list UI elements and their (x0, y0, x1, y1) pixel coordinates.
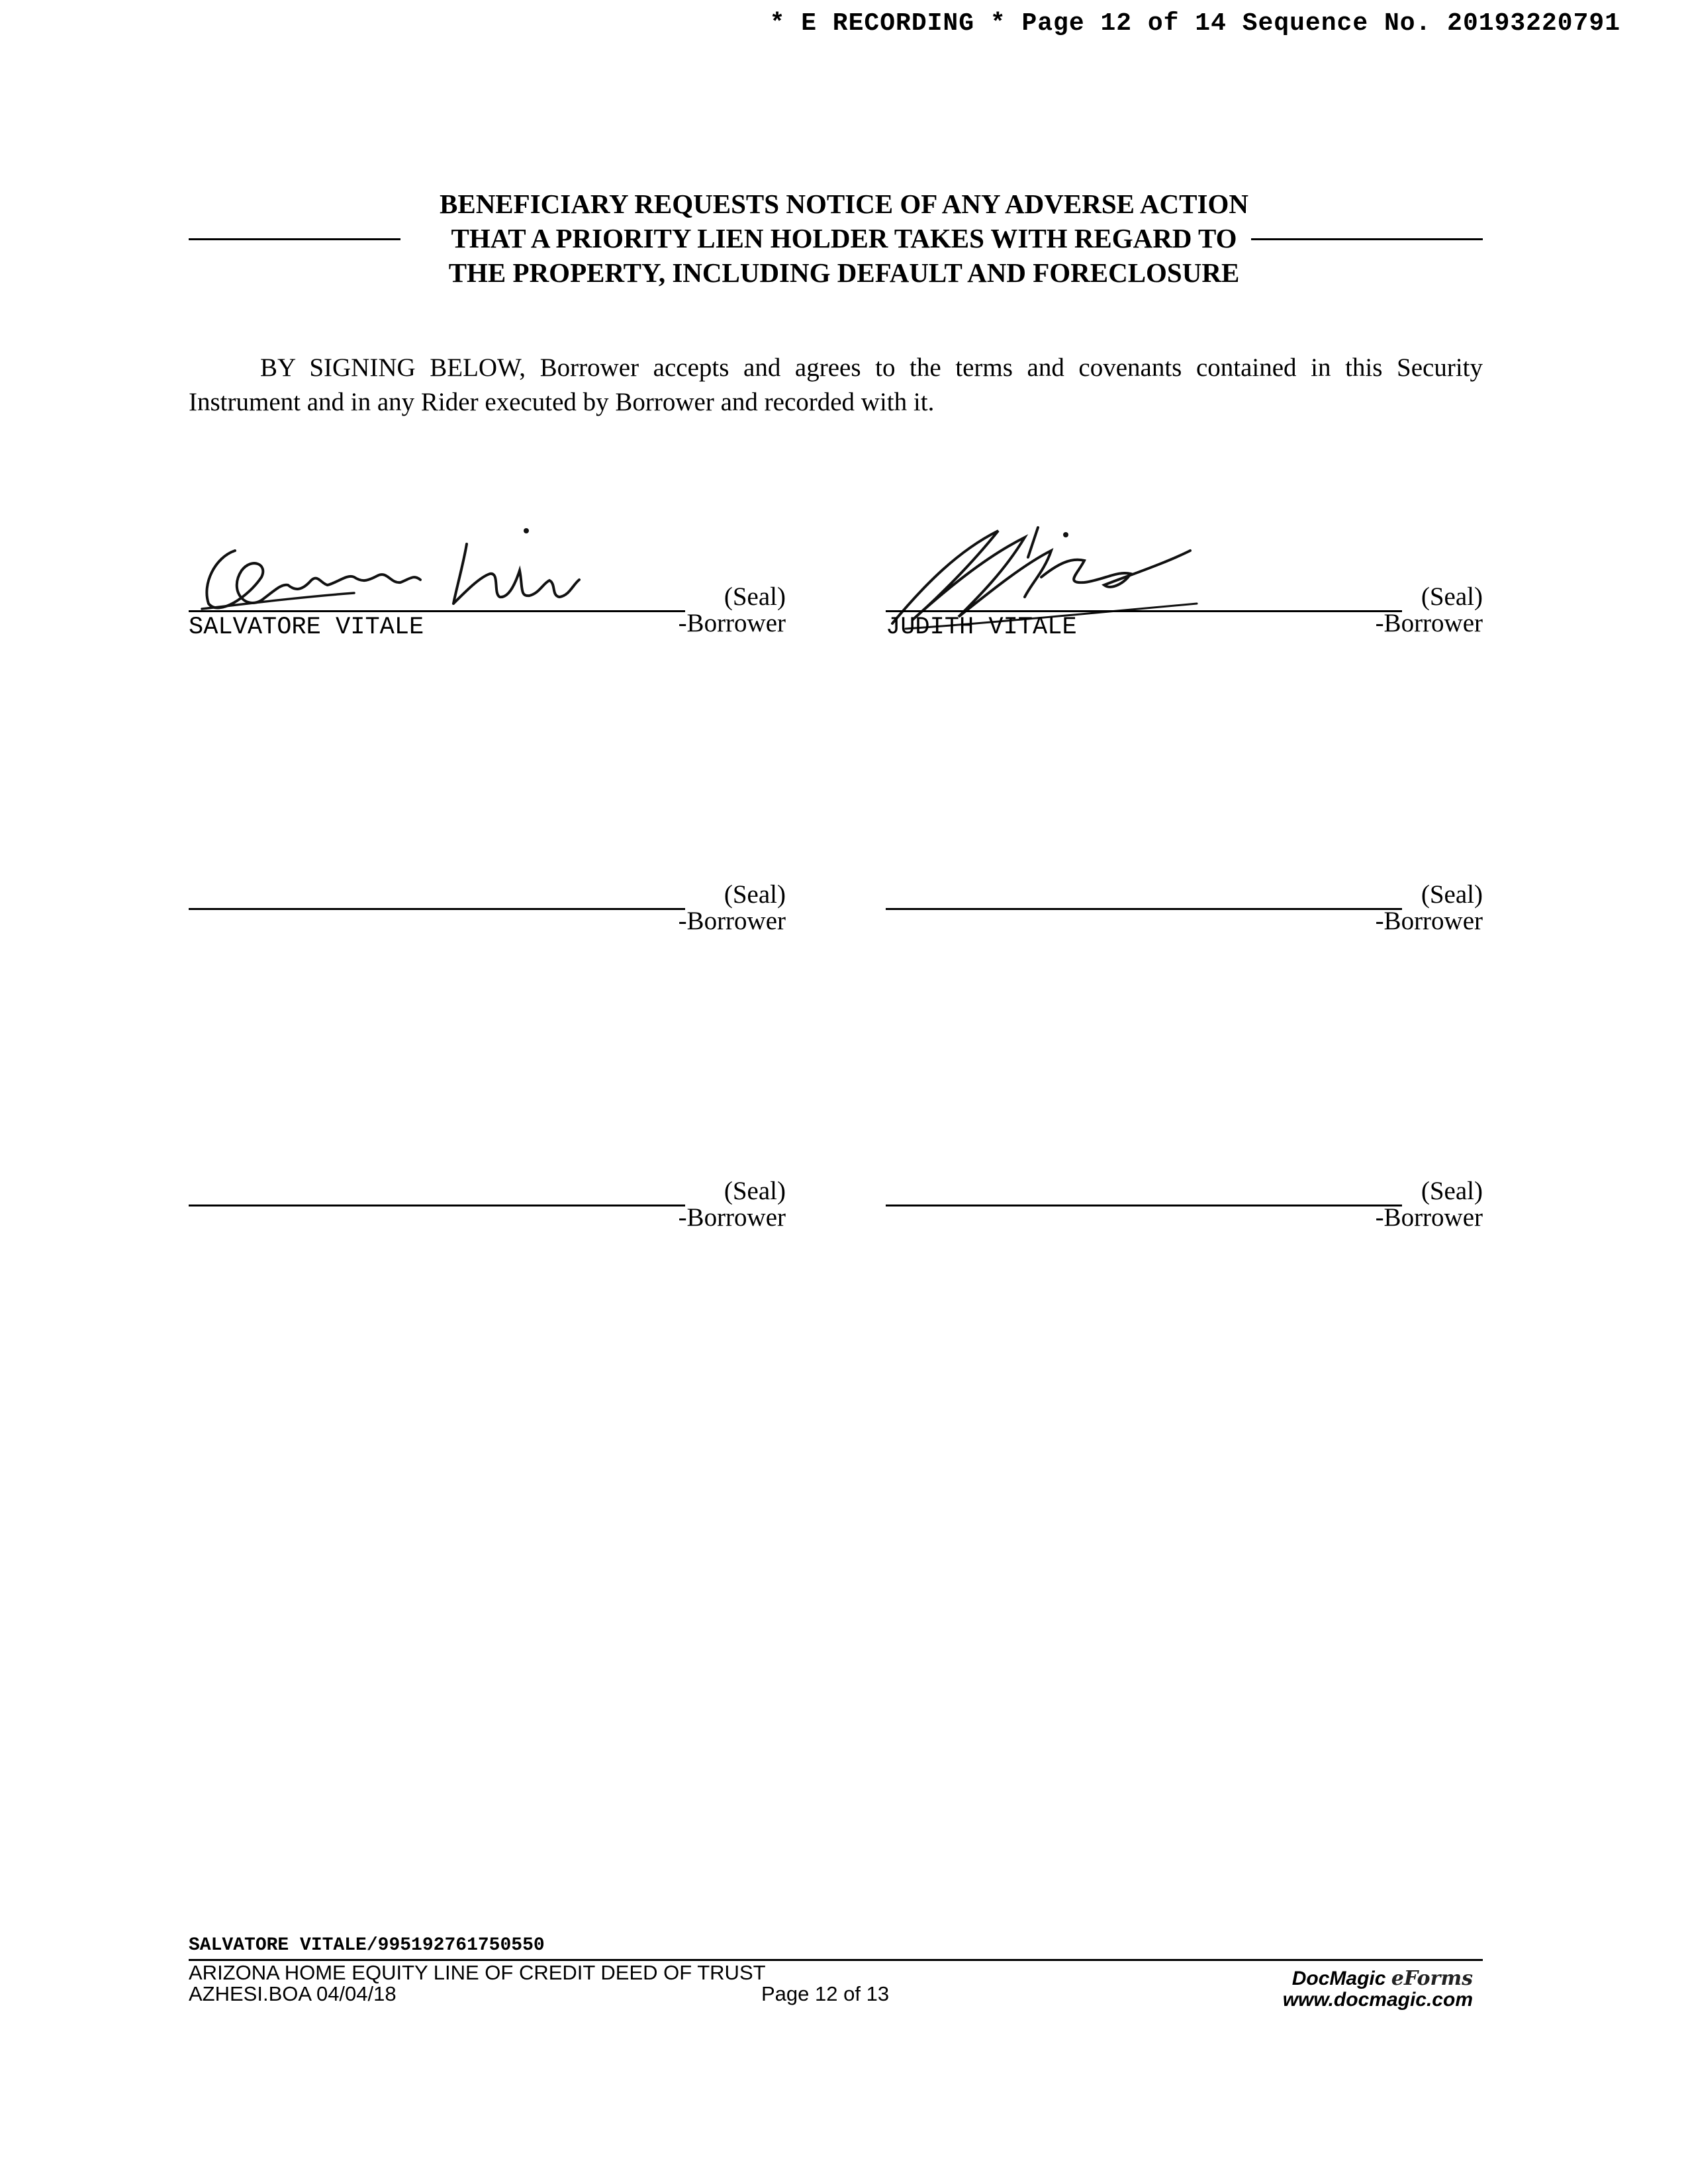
footer-brand (1283, 1968, 1473, 2011)
signature-salvatore-vitale (189, 511, 599, 623)
signature-block-3 (189, 882, 786, 941)
borrower-label-1: -Borrower (678, 609, 786, 637)
seal-label-4: (Seal) (1421, 880, 1483, 909)
footer-borrower-id: SALVATORE VITALE/995192761750550 (189, 1935, 545, 1956)
heading-rule-right (1251, 238, 1483, 240)
seal-label-5: (Seal) (724, 1177, 786, 1205)
signature-line-1 (189, 610, 685, 612)
signer-name-2: JUDITH VITALE (886, 614, 1077, 641)
signature-line-6 (886, 1205, 1402, 1206)
seal-label-3: (Seal) (724, 880, 786, 909)
signature-line-4 (886, 908, 1402, 910)
docmagic-logo-text: DocMagic (1291, 1968, 1386, 1989)
heading-line-2: THAT A PRIORITY LIEN HOLDER TAKES WITH REGARD TO (451, 223, 1237, 253)
recording-stamp: * E RECORDING * Page 12 of 14 Sequence No. 20193220791 (769, 9, 1620, 38)
footer-website: www.docmagic.com (1282, 1989, 1473, 2011)
signature-line-5 (189, 1205, 685, 1206)
signature-block-2 (886, 584, 1483, 643)
seal-label-6: (Seal) (1421, 1177, 1483, 1205)
eforms-logo-text: eForms (1391, 1967, 1473, 1990)
footer-form-title: ARIZONA HOME EQUITY LINE OF CREDIT DEED OF TRUST (189, 1961, 766, 1984)
signature-line-3 (189, 908, 685, 910)
signing-statement: BY SIGNING BELOW, Borrower accepts and agrees to the terms and covenants contained in this Security Instrument and in any Rider executed by Borrower and recorded with it. (189, 353, 1483, 416)
signature-block-4 (886, 882, 1483, 941)
signature-block-1 (189, 584, 786, 643)
footer-form-code: AZHESI.BOA 04/04/18 (189, 1982, 397, 2005)
signature-block-6 (886, 1178, 1483, 1238)
heading-rule-left (189, 238, 400, 240)
borrower-label-5: -Borrower (678, 1203, 786, 1232)
signature-block-5 (189, 1178, 786, 1238)
document-heading (0, 187, 1688, 290)
borrower-label-2: -Borrower (1375, 609, 1483, 637)
borrower-label-4: -Borrower (1375, 907, 1483, 935)
heading-line-1: BENEFICIARY REQUESTS NOTICE OF ANY ADVERSE ACTION (440, 189, 1248, 219)
seal-label-2: (Seal) (1421, 582, 1483, 611)
borrower-label-6: -Borrower (1375, 1203, 1483, 1232)
footer-page-number: Page 12 of 13 (761, 1982, 890, 2005)
borrower-label-3: -Borrower (678, 907, 786, 935)
signature-line-2 (886, 610, 1402, 612)
seal-label-1: (Seal) (724, 582, 786, 611)
signer-name-1: SALVATORE VITALE (189, 614, 424, 641)
heading-line-3: THE PROPERTY, INCLUDING DEFAULT AND FORECLOSURE (448, 257, 1240, 288)
